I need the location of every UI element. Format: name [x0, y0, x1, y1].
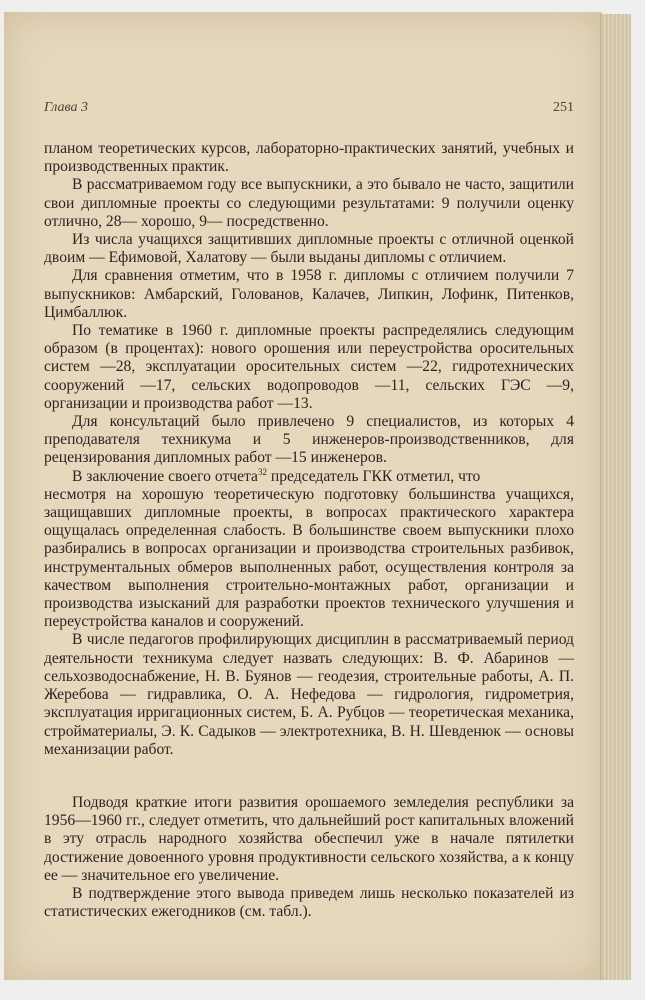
paragraph: планом теоретических курсов, лабораторно-практических занятий, учебных и производственных практик. — [44, 140, 574, 176]
report-text-after: председатель ГКК отметил, что — [266, 467, 481, 485]
paragraph: несмотря на хорошую теоретическую подготовку большинства учащихся, защищавших дипломные проекты, в вопросах практического характера ощущалась определенная слабость. В большинстве своем выпускники плохо разбирались в вопросах организации и производства строительных разбивок, инструментальных обмеров выполненных работ, осуществления контроля за качеством выполнения строительно-монтажных работ, организации и производства изысканий для разработки проектов технического улучшения и переустройства каналов и сооружений. — [44, 485, 574, 631]
page-number: 251 — [553, 100, 574, 115]
chapter-title: Глава 3 — [44, 100, 88, 115]
page-text — [44, 140, 574, 921]
report-text-before: В заключение своего отчета — [72, 467, 258, 485]
paragraph: В рассматриваемом году все выпускники, а это бывало не часто, защитили свои дипломные проекты со следующими результатами: 9 получили оценку отлично, 28— хорошо, 9— посредственно. — [44, 176, 574, 230]
page-edge — [600, 14, 631, 980]
running-header — [44, 100, 574, 118]
paragraph: По тематике в 1960 г. дипломные проекты распределялись следующим образом (в процентах): нового орошения или переустройства оросительных систем —28, эксплуатации оросительных систем —22, гидротехнических сооружений —17, сельских водопроводов —11, сельских ГЭС —9, организации и производства работ —13. — [44, 322, 574, 412]
footnote-ref: 32 — [257, 466, 267, 477]
paragraph: Для консультаций было привлечено 9 специалистов, из которых 4 преподавателя техникума и 5 инженеров-производственников, для рецензирования дипломных работ —15 инженеров. — [44, 413, 574, 467]
paragraph: Для сравнения отметим, что в 1958 г. дипломы с отличием получили 7 выпускников: Амбарский, Голованов, Калачев, Липкин, Лофинк, Питенков, Цимбаллюк. — [44, 267, 574, 321]
paragraph-report — [44, 468, 574, 486]
paragraph: В подтверждение этого вывода приведем лишь несколько показателей из статистических ежегодников (см. табл.). — [44, 884, 574, 921]
paragraph: Из числа учащихся защитивших дипломные проекты с отличной оценкой двоим — Ефимовой, Халатову — были выданы дипломы с отличием. — [44, 231, 574, 267]
paragraph: В числе педагогов профилирующих дисциплин в рассматриваемый период деятельности техникума следует назвать следующих: В. Ф. Абаринов — сельхозводоснабжение, Н. В. Буянов — геодезия, строительные работы, А. П. Жеребова — гидравлика, О. А. Нефедова — гидрология, гидрометрия, эксплуатация ирригационных систем, Б. А. Рубцов — теоретическая механика, стройматериалы, Э. К. Садыков — электротехника, В. Н. Шевденюк — основы механизации работ. — [44, 631, 574, 758]
paragraph: Подводя краткие итоги развития орошаемого земледелия республики за 1956—1960 гг., следует отметить, что дальнейший рост капитальных вложений в эту отрасль народного хозяйства обеспечил уже в начале пятилетки достижение довоенного уровня продуктивности сельского хозяйства, а к концу ее — значительное его увеличение. — [44, 793, 574, 884]
